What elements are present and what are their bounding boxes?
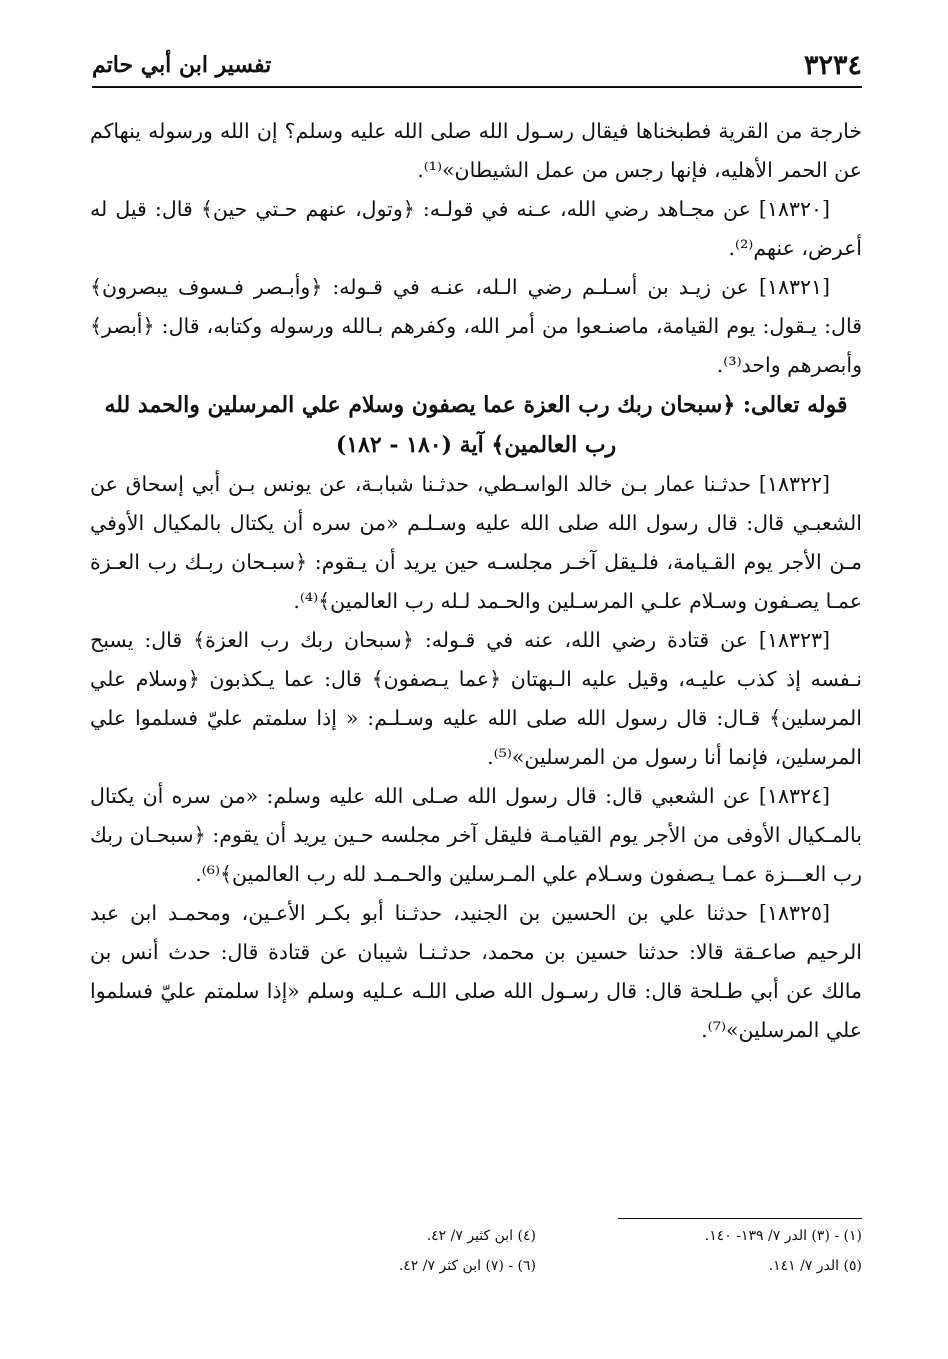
narration-18321: [١٨٣٢١] عن زيـد بن أسـلـم رضي الـله، عنـه في قـوله: ﴿وأبـصر فـسوف يبصرون﴾ قال: يـقول: يوم القيامة، ماصنـعوا من أمر الله، وكفرهم بـالله ورسوله وكتابه، قال: ﴿أبصر﴾ وأبصرهم واحد⁽³⁾. bbox=[90, 275, 862, 377]
page-header bbox=[92, 44, 862, 88]
footnotes bbox=[270, 1218, 862, 1302]
narration-18323: [١٨٣٢٣] عن قتادة رضي الله، عنه في قـوله: ﴿سبحان ربك رب العزة﴾ قال: يسبح نـفسه إذ كذب عليـه، وقيل عليه الـبهتان ﴿عما يـصفون﴾ قال: عما يـكذبون ﴿وسلام علي المرسلين﴾ قـال: قال رسول الله صلى الله عليه وسـلـم: « إذا سلمتم عليّ فسلموا علي المرسلين، فإنما أنا رسول من المرسلين»⁽⁵⁾. bbox=[90, 628, 862, 769]
narration-18324: [١٨٣٢٤] عن الشعبي قال: قال رسول الله صـلى الله عليه وسلم: «من سره أن يكتال بالمـكيال الأوفى من الأجر يوم القيامـة فليقل آخر مجلسه حـين يريد أن يقوم: ﴿سبحـان ربك رب العـــزة عمـا يـصفون وسـلام علي المـرسلين والحـمـد لله رب العالمين﴾⁽⁶⁾. bbox=[90, 784, 862, 886]
footnote-6-7: (٦) - (٧) ابن كثر ٧/ ٤٢. bbox=[398, 1258, 536, 1274]
paragraph-continuation: خارجة من القرية فطبخناها فيقال رسـول الله صلى الله عليه وسلم؟ إن الله ورسوله ينهاكم عن الحمر الأهليه، فإنها رجس من عمل الشيطان»⁽¹⁾. bbox=[90, 119, 862, 182]
footnote-divider bbox=[618, 1218, 862, 1219]
narration-18325: [١٨٣٢٥] حدثنا علي بن الحسين بن الجنيد، حدثـنا أبو بكـر الأعـين، ومحمـد ابن عبد الرحيم صاعـقة قالا: حدثنا حسين بن محمد، حدثـنـا شيبان عن قتادة قال: حدث أنس بن مالك عن أبي طـلحة قال: قال رسـول الله صلى اللـه عـليه وسلم «إذا سلمتم عليّ فسلموا علي المرسلين»⁽⁷⁾. bbox=[90, 901, 862, 1042]
verse-heading: قوله تعالى: ﴿سبحان ربك رب العزة عما يصفون وسلام علي المرسلين والحمد لله رب العالمين﴾ آية (١٨٠ - ١٨٢) bbox=[104, 392, 848, 458]
page-number: ٣٢٣٤ bbox=[803, 49, 862, 81]
footnote-5: (٥) الدر ٧/ ١٤١. bbox=[768, 1258, 862, 1274]
footnote-4: (٤) ابن كثير ٧/ ٤٢. bbox=[426, 1228, 536, 1244]
footnote-1-3: (١) - (٣) الدر ٧/ ١٣٩- ١٤٠. bbox=[704, 1228, 862, 1244]
book-title: تفسير ابن أبي حاتم bbox=[92, 52, 272, 78]
page-body bbox=[90, 112, 862, 1050]
footnote-list bbox=[270, 1228, 862, 1274]
narration-18322: [١٨٣٢٢] حدثـنا عمار بـن خالد الواسـطي، حدثـنا شبابـة، عن يونس بـن أبي إسحاق عن الشعبـي قال: قال رسول الله صلى الله عليه وسـلـم «من سره أن يكتال بالمكيال الأوفي مـن الأجر يوم القـيامة، فلـيقل آخـر مجلسـه حين يريد أن يـقوم: ﴿سبـحان ربـك رب العـزة عمـا يصـفون وسـلام علـي المرسـلين والحـمد لـله رب العالمين﴾⁽⁴⁾. bbox=[90, 472, 862, 613]
narration-18320: [١٨٣٢٠] عن مجـاهد رضي الله، عـنه في قولـه: ﴿وتول، عنهم حـتي حين﴾ قال: قيل له أعرض، عنهم⁽²⁾. bbox=[90, 197, 862, 260]
